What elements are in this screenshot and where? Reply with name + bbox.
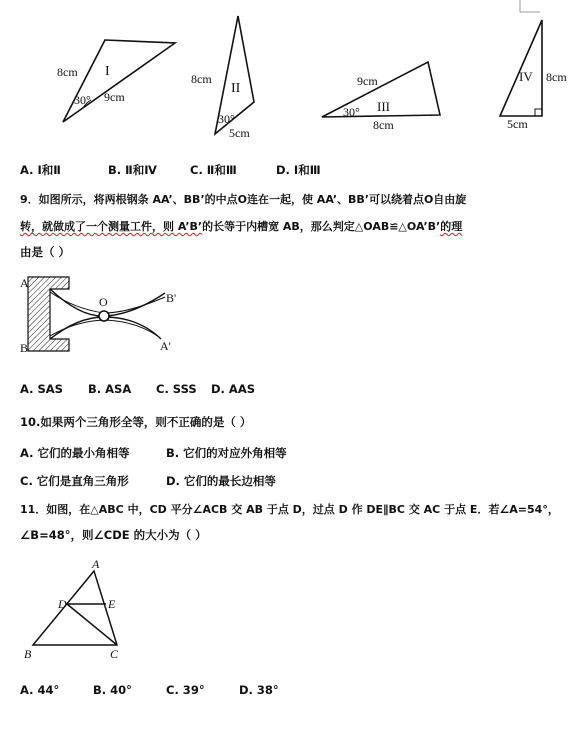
q8-option-b[interactable]: B. Ⅱ和Ⅳ [108,163,157,177]
q9-option-d[interactable]: D. AAS [211,382,256,396]
q10-stem: 10.如果两个三角形全等，则不正确的是（ ） [20,415,252,429]
triangle-3-numeral: III [377,99,390,114]
q11-fig-label-e: E [108,597,116,611]
triangle-figure-1 [50,20,170,130]
q8-option-d[interactable]: D. Ⅰ和Ⅲ [276,163,321,177]
q10-option-d[interactable]: D. 它们的最长边相等 [166,474,276,488]
q10-options-row-2 [20,473,276,489]
q9-fig-label-b: B [20,341,29,355]
q11-option-a[interactable]: A. 44° [20,683,60,697]
q11-stem-line-2: ∠B=48°，则∠CDE 的大小为（ ） [20,528,207,542]
triangle-2-side-b: 5cm [229,126,250,140]
q10-option-b[interactable]: B. 它们的对应外角相等 [166,446,287,460]
q9-line2-part-2: 的长等于内槽宽 AB，那么判定△OAB≌△OA’B’ [202,220,441,233]
triangle-3-side-a: 9cm [357,74,378,88]
q10-options-row-1 [20,445,287,461]
triangle-4-side-b: 5cm [507,117,528,131]
q8-options [20,162,321,178]
triangle-figure-3 [315,55,455,135]
q10-option-c[interactable]: C. 它们是直角三角形 [20,474,129,488]
q11-stem-line-1: 11．如图，在△ABC 中，CD 平分∠ACB 交 AB 于点 D，过点 D 作 DE∥BC 交 AC 于点 E．若∠A=54°， [20,503,559,516]
q11-fig-label-a: A [92,557,100,571]
triangle-1-side-b: 9cm [104,90,125,104]
q9-fig-label-a-prime: A' [160,339,171,353]
q9-option-a[interactable]: A. SAS [20,382,63,396]
q11-options [20,683,279,697]
triangle-figure-4 [490,15,580,135]
q9-figure [20,273,195,358]
q9-options [20,382,255,396]
triangle-1-angle: 30° [74,93,91,107]
q8-option-a[interactable]: A. Ⅰ和Ⅱ [20,163,61,177]
triangle-2-side-a: 8cm [191,72,212,86]
q9-line2-part-1: 转，就做成了一个测量工件，则 A’B’ [20,220,203,233]
triangle-3-side-b: 8cm [373,118,394,132]
q9-fig-label-a: A [20,276,29,290]
q8-option-c[interactable]: C. Ⅱ和Ⅲ [190,163,237,177]
q11-option-d[interactable]: D. 38° [239,683,279,697]
triangle-4-numeral: IV [519,69,533,84]
q11-option-c[interactable]: C. 39° [166,683,205,697]
q9-fig-label-o: O [99,295,108,309]
q11-fig-label-d: D [58,597,67,611]
q11-figure [20,558,150,668]
q9-stem-line-1: 9．如图所示，将两根钢条 AA’、BB’的中点O连在一起，使 AA’、BB’可以绕着点O自由旋 [20,193,467,206]
triangle-3-angle: 30° [343,105,360,119]
q10-option-a[interactable]: A. 它们的最小角相等 [20,446,130,460]
q9-stem-line-3: 由是（ ） [20,245,71,259]
triangle-4-side-a: 8cm [546,70,567,84]
q11-fig-label-b: B [24,647,32,661]
q9-line2-part-3: 的理 [440,220,463,233]
q9-fig-label-b-prime: B' [166,291,177,305]
triangle-1-side-a: 8cm [57,65,78,79]
q11-fig-label-c: C [110,647,119,661]
q9-option-c[interactable]: C. SSS [156,382,197,396]
q11-option-b[interactable]: B. 40° [93,683,132,697]
q9-stem-line-2 [20,218,462,234]
triangle-2-numeral: II [231,81,241,96]
triangle-figure-2 [185,10,265,140]
corner-mark [520,0,540,14]
triangle-2-angle: 30° [218,112,235,126]
q9-option-b[interactable]: B. ASA [88,382,132,396]
triangle-1-numeral: I [105,64,110,79]
